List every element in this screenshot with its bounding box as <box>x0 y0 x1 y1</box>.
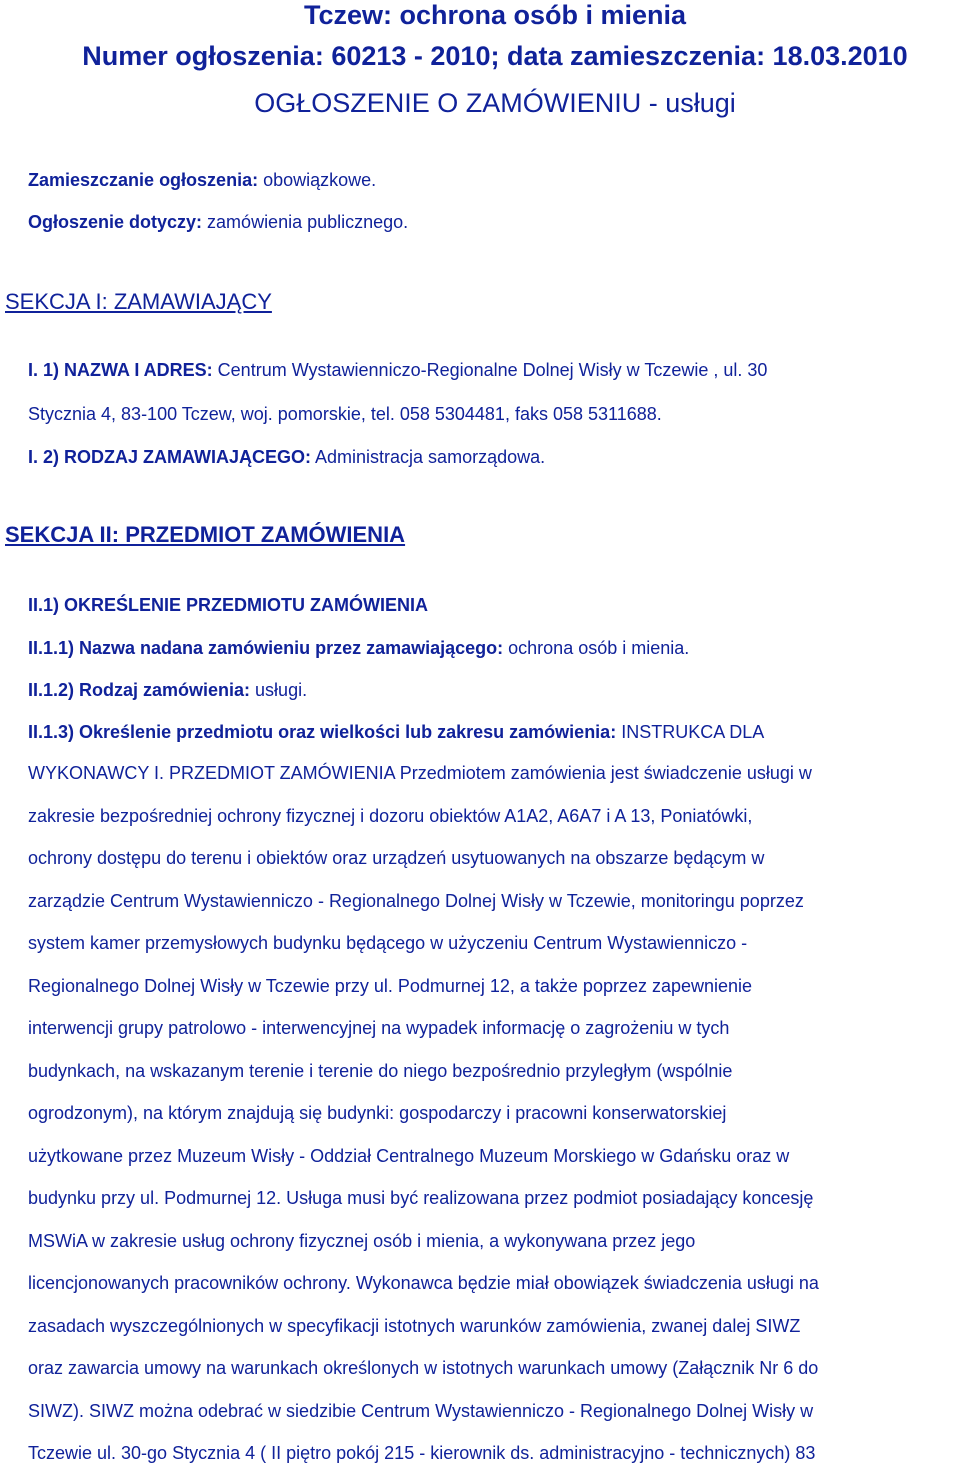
description-line: zasadach wyszczególnionych w specyfikacji istotnych warunków zamówienia, zwanej dalej SIWZ <box>28 1315 801 1336</box>
placement-line <box>28 169 376 191</box>
placement-value: obowiązkowe. <box>258 170 377 190</box>
description-line: budynkach, na wskazanym terenie i terenie do niego bezpośrednio przyległym (wspólnie <box>28 1060 733 1081</box>
contracting-type-value: Administracja samorządowa. <box>311 447 546 467</box>
order-kind-value: usługi. <box>250 680 308 700</box>
concerns-value: zamówienia publicznego. <box>202 212 409 232</box>
description-line: Tczewie ul. 30-go Stycznia 4 ( II piętro pokój 215 - kierownik ds. administracyjno - technicznych) 83 <box>28 1443 816 1463</box>
contracting-name-line <box>28 359 767 381</box>
description-line: WYKONAWCY I. PRZEDMIOT ZAMÓWIENIA Przedmiotem zamówienia jest świadczenie usługi w <box>28 763 812 783</box>
order-name-line <box>28 637 689 659</box>
concerns-label: Ogłoszenie dotyczy: <box>28 212 203 232</box>
description-line: budynku przy ul. Podmurnej 12. Usługa musi być realizowana przez podmiot posiadający koncesję <box>28 1188 814 1208</box>
description-line: system kamer przemysłowych budynku będącego w użyczeniu Centrum Wystawienniczo - <box>28 933 748 953</box>
description-line: zarządzie Centrum Wystawienniczo - Regionalnego Dolnej Wisły w Tczewie, monitoringu poprzez <box>28 890 804 911</box>
description-line: MSWiA w zakresie usług ochrony fizycznej osób i mienia, a wykonywana przez jego <box>28 1230 696 1251</box>
description-line: użytkowane przez Muzeum Wisły - Oddział Centralnego Muzeum Morskiego w Gdańsku oraz w <box>28 1145 790 1166</box>
description-line: Regionalnego Dolnej Wisły w Tczewie przy ul. Podmurnej 12, a także poprzez zapewnienie <box>28 975 753 996</box>
notice-number: Numer ogłoszenia: 60213 - 2010; data zamieszczenia: 18.03.2010 <box>82 41 908 71</box>
concerns-line <box>28 211 408 233</box>
order-kind-label: II.1.2) Rodzaj zamówienia: <box>28 680 251 700</box>
order-desc-label: II.1.3) Określenie przedmiotu oraz wielkości lub zakresu zamówienia: <box>28 722 617 742</box>
section-1-heading: SEKCJA I: ZAMAWIAJĄCY <box>5 289 272 314</box>
description-line: ochrony dostępu do terenu i obiektów oraz urządzeń usytuowanych na obszarze będącym w <box>28 848 765 868</box>
document-title: Tczew: ochrona osób i mienia <box>303 0 687 30</box>
order-kind-line <box>28 679 307 701</box>
order-desc-line <box>28 721 764 743</box>
section-2-heading: SEKCJA II: PRZEDMIOT ZAMÓWIENIA <box>5 522 406 547</box>
order-name-value: ochrona osób i mienia. <box>503 638 690 658</box>
order-name-label: II.1.1) Nazwa nadana zamówieniu przez zamawiającego: <box>28 638 504 658</box>
description-line: SIWZ). SIWZ można odebrać w siedzibie Centrum Wystawienniczo - Regionalnego Dolnej Wisły w <box>28 1400 814 1421</box>
contracting-type-label: I. 2) RODZAJ ZAMAWIAJĄCEGO: <box>28 447 312 467</box>
order-desc-first: INSTRUKCA DLA <box>616 722 765 742</box>
description-line: zakresie bezpośredniej ochrony fizycznej i dozoru obiektów A1A2, A6A7 i A 13, Poniatówki, <box>28 805 753 826</box>
contracting-type-line <box>28 446 545 468</box>
contracting-name-value: Centrum Wystawienniczo-Regionalne Dolnej Wisły w Tczewie , ul. 30 <box>212 360 768 380</box>
notice-kind: OGŁOSZENIE O ZAMÓWIENIU - usługi <box>254 88 736 118</box>
subject-subheading: II.1) OKREŚLENIE PRZEDMIOTU ZAMÓWIENIA <box>28 595 429 615</box>
contracting-address-line: Stycznia 4, 83-100 Tczew, woj. pomorskie, tel. 058 5304481, faks 058 5311688. <box>28 404 662 424</box>
contracting-name-label: I. 1) NAZWA I ADRES: <box>28 360 213 380</box>
order-description <box>28 752 960 1475</box>
description-line: interwencji grupy patrolowo - interwencyjnej na wypadek informację o zagrożeniu w tych <box>28 1018 730 1038</box>
description-line: oraz zawarcia umowy na warunkach określonych w istotnych warunkach umowy (Załącznik Nr 6 do <box>28 1358 819 1378</box>
description-line: licencjonowanych pracowników ochrony. Wykonawca będzie miał obowiązek świadczenia usługi na <box>28 1273 819 1293</box>
description-line: ogrodzonym), na którym znajdują się budynki: gospodarczy i pracowni konserwatorskiej <box>28 1103 727 1123</box>
placement-label: Zamieszczanie ogłoszenia: <box>28 170 259 190</box>
